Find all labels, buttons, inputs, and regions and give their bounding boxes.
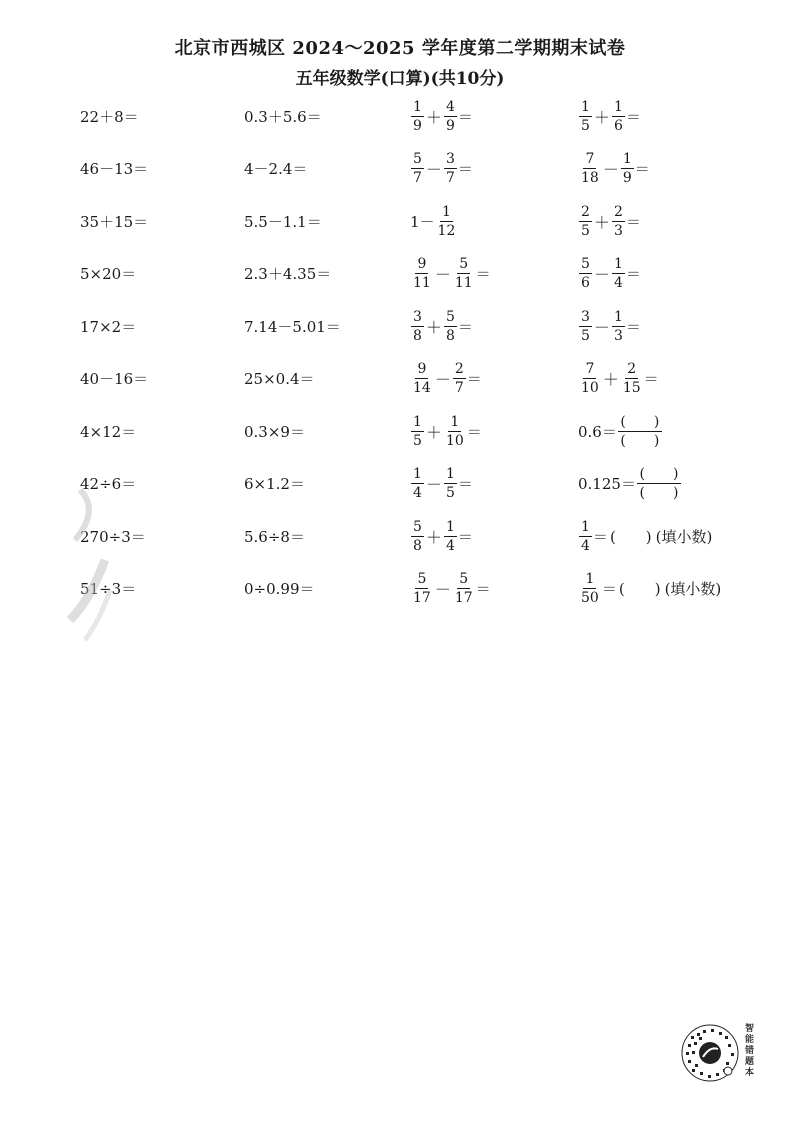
qr-label: 智能错题本 — [745, 1024, 755, 1078]
problem: 40－16＝ — [80, 370, 149, 388]
numerator: 1 — [613, 98, 623, 115]
page-subtitle: 五年级数学(口算)(共10分) — [295, 69, 505, 89]
denominator: 4 — [445, 537, 455, 554]
numerator: 2 — [581, 203, 590, 220]
fraction — [444, 310, 457, 343]
operator: ＋ — [425, 422, 442, 442]
numerator: 5 — [417, 571, 427, 587]
equals-sign: ＝ — [625, 212, 641, 231]
denominator: 6 — [581, 275, 590, 291]
fraction — [621, 362, 643, 395]
numerator: 7 — [585, 361, 595, 377]
problem: 35＋15＝ — [80, 212, 149, 231]
problem — [410, 251, 491, 297]
fraction — [612, 310, 625, 343]
fraction — [621, 152, 634, 185]
fraction — [579, 520, 592, 553]
problem — [578, 146, 650, 192]
fraction — [618, 415, 662, 448]
denominator: ( ) — [620, 432, 660, 449]
problem — [578, 303, 641, 349]
denominator: 3 — [613, 222, 623, 239]
problem: 0.3＋5.6＝ — [244, 107, 322, 126]
numerator: 1 — [581, 518, 590, 535]
equals-sign: ＝ — [625, 317, 641, 336]
numerator: 9 — [417, 256, 427, 272]
problem: 46－13＝ — [80, 160, 149, 178]
answer-blank: ( ) — [609, 527, 652, 546]
fraction — [411, 572, 433, 605]
numerator: 2 — [627, 361, 637, 377]
fraction — [444, 467, 457, 500]
equals-sign: ＝ — [466, 370, 482, 388]
fraction — [579, 205, 592, 238]
problem — [578, 408, 663, 454]
fraction — [436, 205, 458, 238]
numerator: 2 — [613, 203, 623, 220]
denominator: 7 — [454, 380, 464, 396]
numerator: 1 — [585, 571, 595, 587]
denominator: 12 — [437, 222, 456, 239]
fraction — [453, 362, 466, 395]
fraction — [411, 257, 433, 290]
denominator: 5 — [581, 222, 590, 239]
denominator: 11 — [413, 275, 431, 291]
numerator: 2 — [454, 361, 464, 377]
operator: － — [425, 160, 442, 179]
numerator: 1 — [413, 98, 422, 115]
operator: － — [593, 265, 610, 284]
problem: 0.3×9＝ — [244, 422, 305, 441]
problem-prefix: 1－ — [410, 212, 435, 231]
equals-sign: ＝ — [457, 527, 473, 546]
numerator: 5 — [581, 256, 590, 272]
numerator: 1 — [445, 518, 455, 535]
problem — [410, 513, 473, 559]
operator: － — [425, 475, 442, 494]
numerator: 1 — [613, 308, 623, 325]
numerator: 1 — [445, 466, 455, 482]
denominator: 4 — [413, 485, 422, 501]
denominator: 17 — [454, 590, 473, 606]
equals-sign: ＝ — [643, 370, 659, 388]
equals-sign: ＝ — [592, 527, 608, 546]
operator: ＋ — [425, 107, 442, 127]
fraction — [579, 152, 601, 185]
problem: 25×0.4＝ — [244, 370, 315, 388]
problem: 5.6÷8＝ — [244, 527, 305, 546]
fraction — [444, 520, 457, 553]
denominator: 9 — [622, 170, 632, 186]
problem-prefix: 0.125＝ — [578, 475, 636, 493]
numerator: 5 — [459, 571, 469, 587]
denominator: 9 — [413, 117, 422, 134]
fraction — [612, 257, 625, 290]
numerator: 9 — [417, 361, 427, 377]
problem — [410, 198, 458, 244]
numerator: 5 — [445, 308, 455, 325]
problem — [410, 408, 482, 454]
denominator: 5 — [581, 327, 590, 344]
problem: 5×20＝ — [80, 265, 137, 283]
operator: ＋ — [425, 527, 442, 547]
problem — [410, 461, 473, 507]
fraction — [411, 415, 424, 448]
problem: 7.14－5.01＝ — [244, 317, 341, 336]
fraction — [444, 152, 457, 185]
operator: － — [434, 265, 451, 284]
denominator: 14 — [413, 380, 431, 396]
denominator: 4 — [581, 537, 590, 554]
numerator: 5 — [413, 518, 422, 535]
problem: 4×12＝ — [80, 422, 137, 441]
equals-sign: ＝ — [457, 107, 473, 126]
problem — [410, 93, 473, 139]
operator: ＋ — [425, 317, 442, 337]
fraction — [411, 520, 424, 553]
problem: 4－2.4＝ — [244, 160, 308, 178]
equals-sign: ＝ — [475, 265, 491, 283]
equals-sign: ＝ — [625, 265, 641, 283]
problem: 270÷3＝ — [80, 527, 146, 546]
equals-sign: ＝ — [601, 580, 617, 598]
problem — [578, 513, 712, 559]
numerator: 1 — [613, 256, 623, 272]
denominator: 7 — [445, 170, 455, 186]
numerator: ( ) — [618, 415, 662, 432]
denominator: 4 — [613, 275, 623, 291]
fraction — [453, 257, 475, 290]
numerator: ( ) — [637, 467, 681, 484]
scan-smudge — [60, 470, 130, 650]
denominator: 8 — [413, 537, 422, 554]
page-title: 北京市西城区 2024～2025 学年度第二学期期末试卷 — [174, 38, 626, 59]
fraction — [453, 572, 475, 605]
equals-sign: ＝ — [475, 580, 491, 598]
denominator: 7 — [413, 170, 422, 186]
numerator: 1 — [413, 413, 422, 430]
fraction — [444, 415, 466, 448]
operator: － — [434, 370, 451, 389]
equals-sign: ＝ — [466, 422, 482, 441]
numerator: 1 — [413, 466, 422, 482]
denominator: 15 — [622, 380, 641, 396]
problem — [410, 566, 491, 612]
problem — [578, 461, 682, 507]
denominator: 10 — [581, 380, 599, 396]
denominator: 3 — [613, 327, 623, 344]
problem: 5.5－1.1＝ — [244, 212, 322, 231]
problem — [410, 356, 482, 402]
denominator: 11 — [454, 275, 473, 291]
fraction — [411, 362, 433, 395]
numerator: 1 — [581, 98, 590, 115]
fraction — [444, 100, 457, 133]
fraction — [579, 362, 601, 395]
equals-sign: ＝ — [625, 107, 641, 126]
numerator: 5 — [459, 256, 469, 272]
fraction — [579, 100, 592, 133]
problem — [578, 198, 641, 244]
operator: － — [602, 160, 619, 179]
equals-sign: ＝ — [457, 317, 473, 336]
denominator: 6 — [613, 117, 623, 134]
fraction — [612, 205, 625, 238]
numerator: 3 — [413, 308, 422, 325]
operator: ＋ — [593, 212, 610, 232]
problem-prefix: 0.6＝ — [578, 422, 617, 441]
problem: 22＋8＝ — [80, 107, 139, 126]
fill-note: (填小数) — [655, 527, 713, 546]
numerator: 1 — [450, 413, 460, 430]
problem: 17×2＝ — [80, 317, 137, 336]
answer-blank: ( ) — [618, 580, 661, 598]
fraction — [579, 310, 592, 343]
denominator: 10 — [445, 432, 464, 449]
denominator: 17 — [413, 590, 431, 606]
operator: ＋ — [602, 370, 619, 389]
denominator: 18 — [581, 170, 599, 186]
problem: 6×1.2＝ — [244, 475, 305, 493]
fraction — [637, 467, 681, 500]
numerator: 5 — [413, 151, 422, 167]
operator: － — [434, 580, 451, 599]
problem: 42÷6＝ — [80, 475, 137, 493]
problem — [410, 146, 473, 192]
numerator: 7 — [585, 151, 595, 167]
problem: 2.3＋4.35＝ — [244, 265, 332, 283]
equals-sign: ＝ — [634, 160, 650, 178]
equals-sign: ＝ — [457, 160, 473, 178]
qr-code-icon — [681, 1024, 739, 1082]
numerator: 1 — [442, 203, 451, 220]
denominator: 5 — [445, 485, 455, 501]
problem — [578, 93, 641, 139]
denominator: 8 — [413, 327, 422, 344]
problem: 0÷0.99＝ — [244, 580, 315, 598]
fraction — [411, 152, 424, 185]
fraction — [579, 257, 592, 290]
numerator: 3 — [581, 308, 590, 325]
equals-sign: ＝ — [457, 475, 473, 493]
fraction — [579, 572, 601, 605]
problem: 51÷3＝ — [80, 580, 137, 598]
numerator: 1 — [622, 151, 632, 167]
denominator: ( ) — [639, 485, 679, 501]
denominator: 9 — [445, 117, 455, 134]
fraction — [411, 467, 424, 500]
fraction — [411, 100, 424, 133]
numerator: 4 — [445, 98, 455, 115]
fraction — [612, 100, 625, 133]
operator: － — [593, 317, 610, 337]
denominator: 5 — [413, 432, 422, 449]
denominator: 5 — [581, 117, 590, 134]
denominator: 8 — [445, 327, 455, 344]
problem — [410, 303, 473, 349]
denominator: 50 — [581, 590, 599, 606]
fraction — [411, 310, 424, 343]
problem — [578, 566, 721, 612]
fill-note: (填小数) — [664, 580, 722, 598]
numerator: 3 — [445, 151, 455, 167]
operator: ＋ — [593, 107, 610, 127]
problem — [578, 251, 641, 297]
problem — [578, 356, 659, 402]
